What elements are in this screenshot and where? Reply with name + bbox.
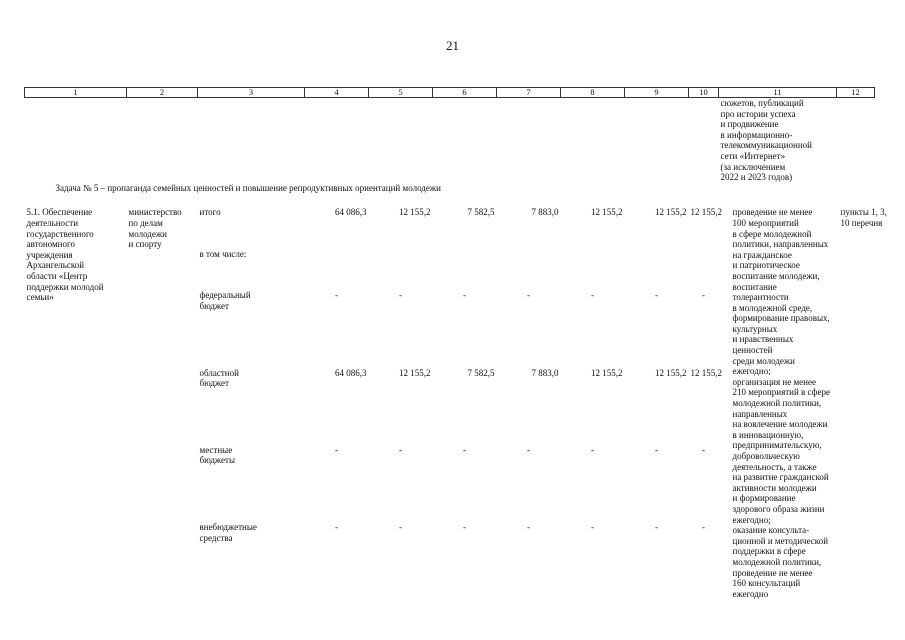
value-cell: - — [655, 290, 658, 301]
program-table — [24, 87, 887, 599]
value-cell: - — [399, 290, 402, 301]
item-executor: министерство по делам молодежи и спорту — [128, 207, 182, 250]
value-cell: - — [702, 444, 705, 455]
value-cell: - — [399, 444, 402, 455]
value-cell: - — [591, 444, 594, 455]
value-cell: - — [335, 522, 338, 533]
task-title: Задача № 5 – пропаганда семейных ценностей и повышение репродуктивных ориентаций молодежи — [55, 182, 441, 193]
value-cell: 7 883,0 — [531, 367, 559, 378]
column-header: 2 — [127, 88, 198, 98]
value-cell: 12 155,2 — [399, 207, 431, 218]
column-header: 1 — [25, 88, 127, 98]
column-header: 9 — [625, 88, 689, 98]
value-cell: - — [655, 444, 658, 455]
table-row — [25, 207, 875, 249]
column-number-row — [25, 88, 875, 98]
value-cell: 7 582,5 — [467, 367, 495, 378]
value-cell: - — [702, 290, 705, 301]
value-cell: - — [527, 444, 530, 455]
source-label: в том числе: — [199, 248, 247, 259]
value-cell: 7 582,5 — [467, 207, 495, 218]
item-reference: пункты 1, 3, 10 перечня — [840, 207, 887, 228]
value-cell: - — [463, 444, 466, 455]
value-cell: - — [463, 290, 466, 301]
source-label: федеральный бюджет — [199, 290, 251, 312]
value-cell: 12 155,2 — [655, 367, 687, 378]
value-cell: 12 155,2 — [591, 207, 623, 218]
value-cell: - — [335, 290, 338, 301]
column-header: 11 — [719, 88, 837, 98]
value-cell: 12 155,2 — [655, 207, 687, 218]
value-cell: - — [591, 522, 594, 533]
source-label: областной бюджет — [199, 367, 239, 389]
column-header: 8 — [561, 88, 625, 98]
task-row — [25, 183, 875, 194]
column-header: 10 — [689, 88, 719, 98]
item-results: проведение не менее 100 мероприятий в сфере молодежной политики, направленных на гражданское и патриотическое воспитание молодежи, воспитание толерантности в молодежной среде, формирование правовых, культурных и нравственных ценностей среди молодежи ежегодно; организация не менее 210 мероприятий в сфере молодежной политики, направленных на вовлечение молодежи в инновационную, предпринимательскую, добровольческую деятельность, а также на развитие гражданской активности молодежи и формирование здорового образа жизни ежегодно; оказание консульта- ционной и методической поддержки в сфере молодежной политики, проведение не менее 160 консультаций ежегодно — [732, 207, 830, 599]
page-number: 21 — [446, 38, 459, 53]
value-cell: 12 155,2 — [591, 367, 623, 378]
source-label: внебюджетные средства — [199, 522, 257, 543]
value-cell: - — [591, 290, 594, 301]
value-cell: - — [527, 290, 530, 301]
value-cell: 7 883,0 — [531, 207, 559, 218]
value-cell: - — [527, 522, 530, 533]
column-header: 5 — [369, 88, 433, 98]
column-header: 3 — [198, 88, 305, 98]
item-name: 5.1. Обеспечение деятельности государственного автономного учреждения Архангельской области «Центр поддержки молодой семьи» — [26, 207, 104, 303]
column-header: 7 — [497, 88, 561, 98]
value-cell: 12 155,2 — [690, 367, 722, 378]
value-cell: 12 155,2 — [399, 367, 431, 378]
column-header: 4 — [305, 88, 369, 98]
continued-row — [25, 98, 875, 183]
value-cell: - — [702, 522, 705, 533]
continued-results-text: сюжетов, публикаций про истории успеха и продвижение в информационно- телекоммуникационной сети «Интернет» (за исключением 2022 и 2023 годов) — [720, 98, 812, 183]
value-cell: 64 086,3 — [335, 207, 367, 218]
source-label: местные бюджеты — [199, 444, 235, 466]
value-cell: - — [655, 522, 658, 533]
value-cell: 64 086,3 — [335, 367, 367, 378]
value-cell: - — [463, 522, 466, 533]
value-cell: - — [399, 522, 402, 533]
value-cell: 12 155,2 — [690, 207, 722, 218]
column-header: 6 — [433, 88, 497, 98]
column-header: 12 — [837, 88, 875, 98]
value-cell: - — [335, 444, 338, 455]
source-label: итого — [199, 207, 221, 218]
